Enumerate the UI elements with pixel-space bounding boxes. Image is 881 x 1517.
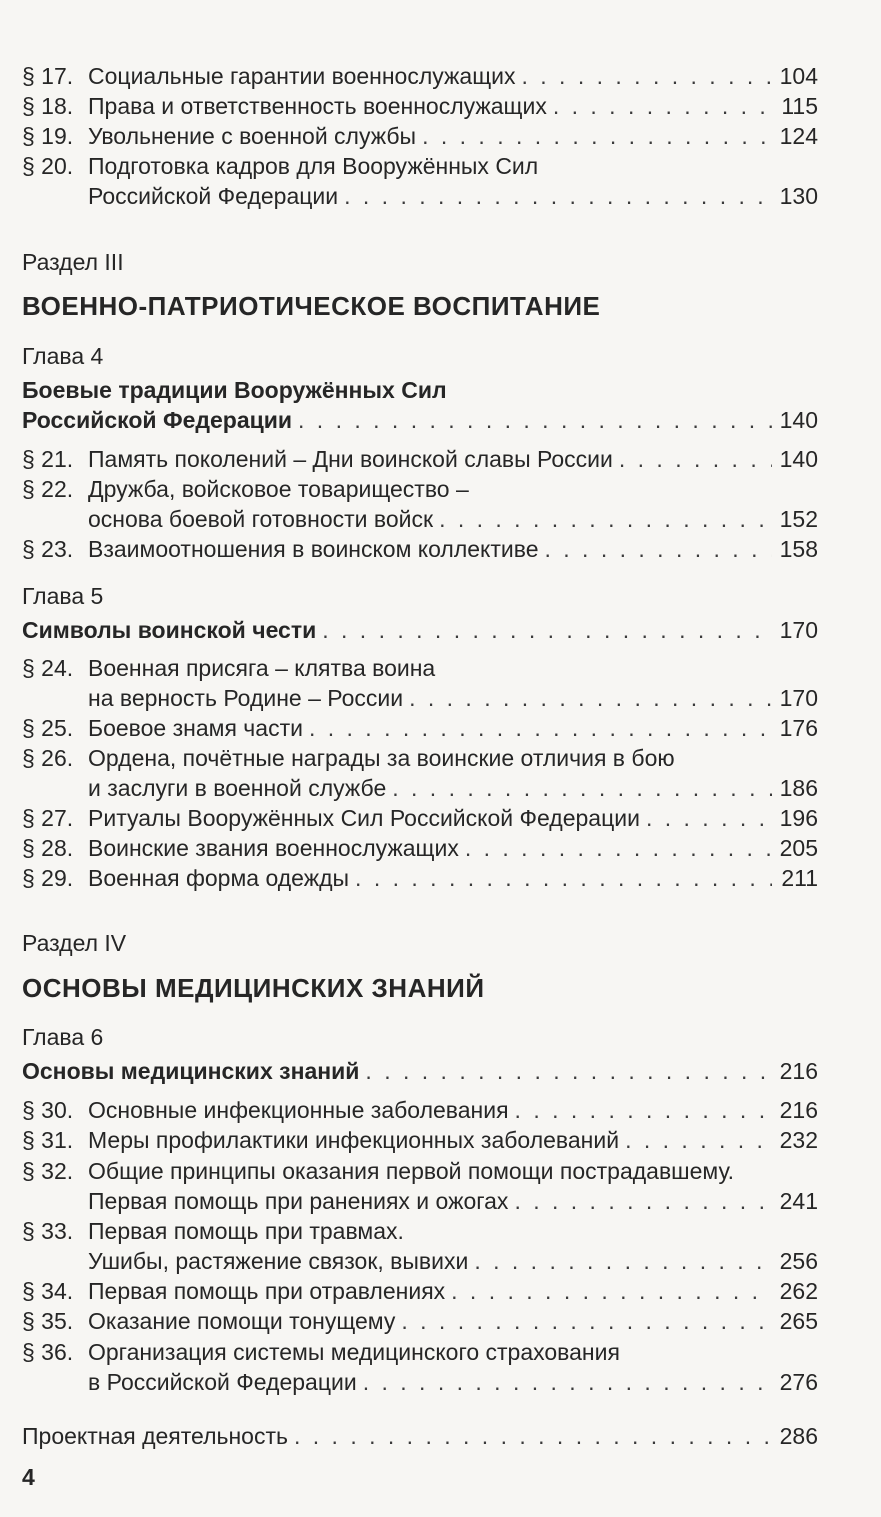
- chapter-title-line[interactable]: [22, 614, 818, 646]
- chapter-title: Основы медицинских знаний: [22, 1058, 360, 1084]
- entry-number: § 17.: [22, 63, 74, 89]
- entry-page: 232: [779, 1127, 818, 1153]
- entry-title: Меры профилактики инфекционных заболеваний: [88, 1127, 620, 1153]
- toc-entry-continuation[interactable]: [22, 1245, 818, 1277]
- toc-entry-continuation[interactable]: [22, 1366, 818, 1398]
- page-number: 4: [22, 1464, 35, 1490]
- entry-title: Увольнение с военной службы: [88, 123, 417, 149]
- chapter-page: 216: [779, 1058, 818, 1084]
- entry-title: Проектная деятельность: [22, 1423, 288, 1449]
- entry-page: 241: [779, 1188, 818, 1214]
- entry-number: § 27.: [22, 805, 74, 831]
- chapter-label: Глава 6: [22, 1024, 104, 1050]
- entry-number: § 28.: [22, 835, 74, 861]
- dot-leader: [392, 772, 772, 804]
- entry-page: 104: [779, 63, 818, 89]
- entry-title: Права и ответственность военнослужащих: [88, 93, 547, 119]
- dot-leader: [344, 180, 772, 212]
- entry-title-continued: в Российской Федерации: [88, 1369, 357, 1395]
- entry-title: Первая помощь при отравлениях: [88, 1278, 446, 1304]
- entry-page: 276: [779, 1369, 818, 1395]
- entry-page: 286: [779, 1423, 818, 1449]
- dot-leader: [439, 503, 772, 535]
- toc-entry-project[interactable]: [22, 1420, 818, 1452]
- entry-title: Воинские звания военнослужащих: [88, 835, 459, 861]
- dot-leader: [294, 1420, 772, 1452]
- entry-page: 262: [779, 1278, 818, 1304]
- entry-title-continued: и заслуги в военной службе: [88, 775, 387, 801]
- entry-page: 170: [779, 685, 818, 711]
- dot-leader: [619, 443, 772, 475]
- dot-leader: [474, 1245, 772, 1277]
- toc-entry[interactable]: [22, 60, 818, 92]
- toc-entry-continuation[interactable]: [22, 180, 818, 212]
- entry-title: Организация системы медицинского страхования: [88, 1339, 620, 1365]
- dot-leader: [363, 1366, 772, 1398]
- toc-entry[interactable]: [22, 473, 818, 505]
- entry-page: 216: [779, 1097, 818, 1123]
- dot-leader: [355, 862, 772, 894]
- section-title: ОСНОВЫ МЕДИЦИНСКИХ ЗНАНИЙ: [22, 973, 485, 1003]
- entry-title: Боевое знамя части: [88, 715, 303, 741]
- entry-number: § 33.: [22, 1218, 74, 1244]
- dot-leader: [625, 1124, 772, 1156]
- entry-title: Память поколений – Дни воинской славы России: [88, 446, 613, 472]
- dot-leader: [422, 120, 772, 152]
- entry-title-continued: Первая помощь при ранениях и ожогах: [88, 1188, 509, 1214]
- toc-entry[interactable]: [22, 862, 818, 894]
- chapter-label: Глава 5: [22, 583, 104, 609]
- entry-title: Взаимоотношения в воинском коллективе: [88, 536, 539, 562]
- entry-title: Оказание помощи тонущему: [88, 1308, 396, 1334]
- toc-entry-continuation[interactable]: [22, 1185, 818, 1217]
- chapter-title-line[interactable]: [22, 1055, 818, 1087]
- dot-leader: [465, 832, 772, 864]
- entry-number: § 25.: [22, 715, 74, 741]
- entry-page: 265: [779, 1308, 818, 1334]
- toc-entry-continuation[interactable]: [22, 772, 818, 804]
- entry-page: 205: [779, 835, 818, 861]
- entry-title: Общие принципы оказания первой помощи пострадавшему.: [88, 1158, 735, 1184]
- entry-title-continued: на верность Родине – России: [88, 685, 404, 711]
- entry-number: § 22.: [22, 476, 74, 502]
- toc-entry[interactable]: [22, 652, 818, 684]
- entry-number: § 29.: [22, 865, 74, 891]
- dot-leader: [553, 90, 772, 122]
- chapter-title-continued: Российской Федерации: [22, 407, 293, 433]
- toc-entry[interactable]: [22, 90, 818, 122]
- entry-title: Социальные гарантии военнослужащих: [88, 63, 516, 89]
- toc-entry-continuation[interactable]: [22, 503, 818, 535]
- toc-entry[interactable]: [22, 1124, 818, 1156]
- dot-leader: [365, 1055, 772, 1087]
- dot-leader: [646, 802, 772, 834]
- entry-number: § 20.: [22, 153, 74, 179]
- section-title: ВОЕННО-ПАТРИОТИЧЕСКОЕ ВОСПИТАНИЕ: [22, 291, 601, 321]
- dot-leader: [298, 404, 772, 436]
- dot-leader: [409, 682, 772, 714]
- chapter-page: 140: [779, 407, 818, 433]
- toc-entry[interactable]: [22, 1336, 818, 1368]
- toc-entry[interactable]: [22, 1155, 818, 1187]
- section-label: Раздел IV: [22, 930, 127, 956]
- entry-number: § 34.: [22, 1278, 74, 1304]
- entry-page: 211: [781, 865, 818, 891]
- dot-leader: [309, 712, 772, 744]
- entry-title: Ордена, почётные награды за воинские отличия в бою: [88, 745, 675, 771]
- entry-title-continued: основа боевой готовности войск: [88, 506, 434, 532]
- entry-title: Основные инфекционные заболевания: [88, 1097, 509, 1123]
- section-label: Раздел III: [22, 249, 124, 275]
- dot-leader: [514, 1185, 772, 1217]
- entry-page: 196: [779, 805, 818, 831]
- entry-page: 130: [779, 183, 818, 209]
- toc-entry[interactable]: [22, 1275, 818, 1307]
- toc-entry[interactable]: [22, 1215, 818, 1247]
- entry-number: § 24.: [22, 655, 74, 681]
- toc-entry[interactable]: [22, 443, 818, 475]
- chapter-label: Глава 4: [22, 343, 104, 369]
- toc-entry[interactable]: [22, 832, 818, 864]
- entry-title: Первая помощь при травмах.: [88, 1218, 404, 1244]
- entry-page: 158: [779, 536, 818, 562]
- dot-leader: [521, 60, 772, 92]
- entry-page: 176: [779, 715, 818, 741]
- chapter-title: Символы воинской чести: [22, 617, 317, 643]
- entry-number: § 30.: [22, 1097, 74, 1123]
- toc-entry[interactable]: [22, 533, 818, 565]
- toc-entry[interactable]: [22, 802, 818, 834]
- toc-entry[interactable]: [22, 1094, 818, 1126]
- toc-entry[interactable]: [22, 1305, 818, 1337]
- entry-number: § 19.: [22, 123, 74, 149]
- entry-title-continued: Российской Федерации: [88, 183, 339, 209]
- toc-entry[interactable]: [22, 150, 818, 182]
- entry-page: 152: [779, 506, 818, 532]
- chapter-page: 170: [779, 617, 818, 643]
- entry-number: § 21.: [22, 446, 74, 472]
- toc-entry-continuation[interactable]: [22, 682, 818, 714]
- entry-number: § 18.: [22, 93, 74, 119]
- entry-title: Ритуалы Вооружённых Сил Российской Федерации: [88, 805, 640, 831]
- entry-page: 115: [781, 93, 818, 119]
- entry-page: 140: [779, 446, 818, 472]
- entry-title: Дружба, войсковое товарищество –: [88, 476, 469, 502]
- entry-number: § 31.: [22, 1127, 74, 1153]
- toc-entry[interactable]: [22, 742, 818, 774]
- entry-number: § 36.: [22, 1339, 74, 1365]
- entry-number: § 26.: [22, 745, 74, 771]
- dot-leader: [515, 1094, 772, 1126]
- entry-title: Военная присяга – клятва воина: [88, 655, 436, 681]
- toc-entry[interactable]: [22, 120, 818, 152]
- entry-number: § 23.: [22, 536, 74, 562]
- dot-leader: [545, 533, 773, 565]
- dot-leader: [322, 614, 772, 646]
- entry-title: Подготовка кадров для Вооружённых Сил: [88, 153, 539, 179]
- entry-page: 186: [779, 775, 818, 801]
- entry-page: 256: [779, 1248, 818, 1274]
- entry-number: § 32.: [22, 1158, 74, 1184]
- entry-title-continued: Ушибы, растяжение связок, вывихи: [88, 1248, 469, 1274]
- entry-page: 124: [779, 123, 818, 149]
- dot-leader: [451, 1275, 772, 1307]
- toc-entry[interactable]: [22, 712, 818, 744]
- entry-number: § 35.: [22, 1308, 74, 1334]
- chapter-title[interactable]: Боевые традиции Вооружённых Сил: [22, 377, 447, 403]
- dot-leader: [401, 1305, 772, 1337]
- chapter-title-line[interactable]: [22, 404, 818, 436]
- entry-title: Военная форма одежды: [88, 865, 350, 891]
